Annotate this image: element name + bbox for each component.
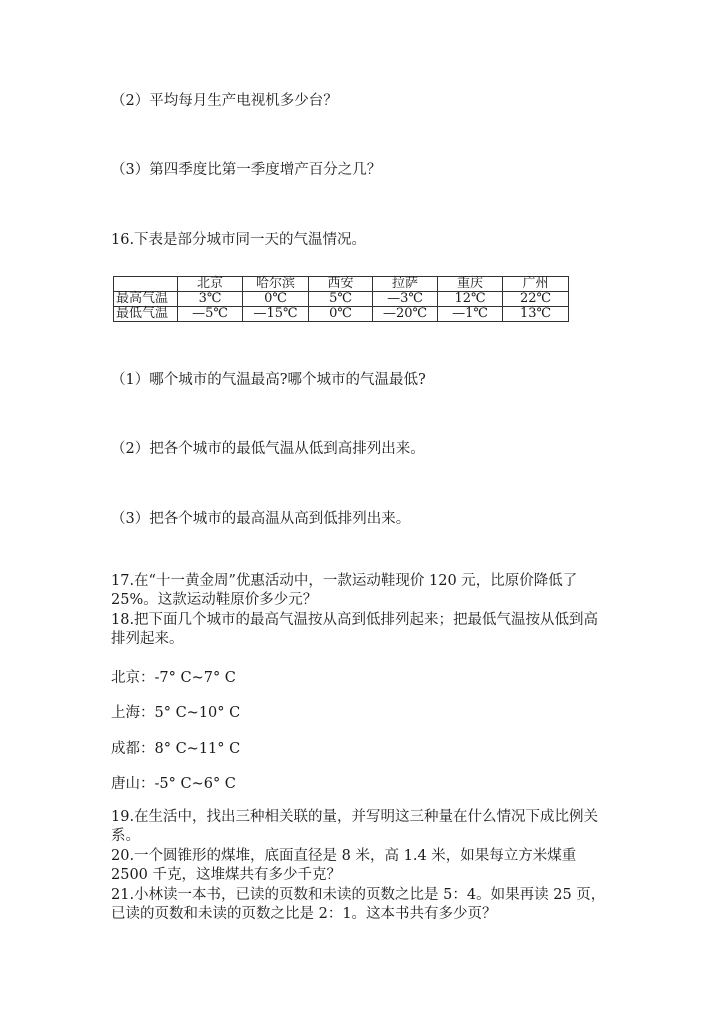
table-cell: —20℃ <box>373 307 438 322</box>
city-temp-chengdu: 成都：8° C~11° C <box>111 741 241 757</box>
q20-text: 20.一个圆锥形的煤堆，底面直径是 8 米，高 1.4 米，如果每立方米煤重 2500 千克，这堆煤共有多少千克？ <box>111 848 577 883</box>
table-cell: —3℃ <box>373 292 438 307</box>
table-cell: 3℃ <box>178 292 243 307</box>
table-cell: 13℃ <box>503 307 569 322</box>
q16-sub3: （3）把各个城市的最高温从高到低排列出来。 <box>111 511 411 527</box>
table-cell: 北京 <box>178 277 243 292</box>
q19-text: 19.在生活中，找出三种相关联的量，并写明这三种量在什么情况下成比例关系。 <box>111 809 599 844</box>
city-temp-beijing: 北京：-7° C~7° C <box>111 670 236 686</box>
table-row-label: 最低气温 <box>114 307 178 322</box>
q18-text: 18.把下面几个城市的最高气温按从高到低排列起来；把最低气温按从低到高排列起来。 <box>111 612 599 647</box>
q15-sub3: （3）第四季度比第一季度增产百分之几？ <box>111 162 382 178</box>
table-cell: 哈尔滨 <box>243 277 309 292</box>
temperature-table <box>113 276 569 322</box>
table-cell: 0℃ <box>243 292 309 307</box>
q16-sub2: （2）把各个城市的最低气温从低到高排列出来。 <box>111 441 425 457</box>
table-cell: —1℃ <box>438 307 503 322</box>
table-row <box>114 292 569 307</box>
table-cell: 广州 <box>503 277 569 292</box>
table-cell: 5℃ <box>309 292 373 307</box>
table-cell: 重庆 <box>438 277 503 292</box>
q16-title: 16.下表是部分城市同一天的气温情况。 <box>111 232 367 248</box>
table-row-label: 最高气温 <box>114 292 178 307</box>
q16-sub1: （1）哪个城市的气温最高?哪个城市的气温最低? <box>111 372 426 388</box>
q21-text: 21.小林读一本书，已读的页数和未读的页数之比是 5：4。如果再读 25 页，已读的页数和未读的页数之比是 2：1。这本书共有多少页？ <box>111 887 606 922</box>
table-cell: 西安 <box>309 277 373 292</box>
table-cell: —5℃ <box>178 307 243 322</box>
table-row <box>114 307 569 322</box>
table-cell: 拉萨 <box>373 277 438 292</box>
city-temp-tangshan: 唐山：-5° C~6° C <box>111 776 236 792</box>
q17-text: 17.在“十一黄金周”优惠活动中，一款运动鞋现价 120 元，比原价降低了 25%。这款运动鞋原价多少元？ <box>111 573 578 608</box>
table-cell: 22℃ <box>503 292 569 307</box>
table-header-row <box>114 277 569 292</box>
city-temp-shanghai: 上海：5° C~10° C <box>111 705 241 721</box>
q15-sub2: （2）平均每月生产电视机多少台？ <box>111 93 338 109</box>
table-cell <box>114 277 178 292</box>
table-cell: 12℃ <box>438 292 503 307</box>
table-cell: 0℃ <box>309 307 373 322</box>
table-cell: —15℃ <box>243 307 309 322</box>
